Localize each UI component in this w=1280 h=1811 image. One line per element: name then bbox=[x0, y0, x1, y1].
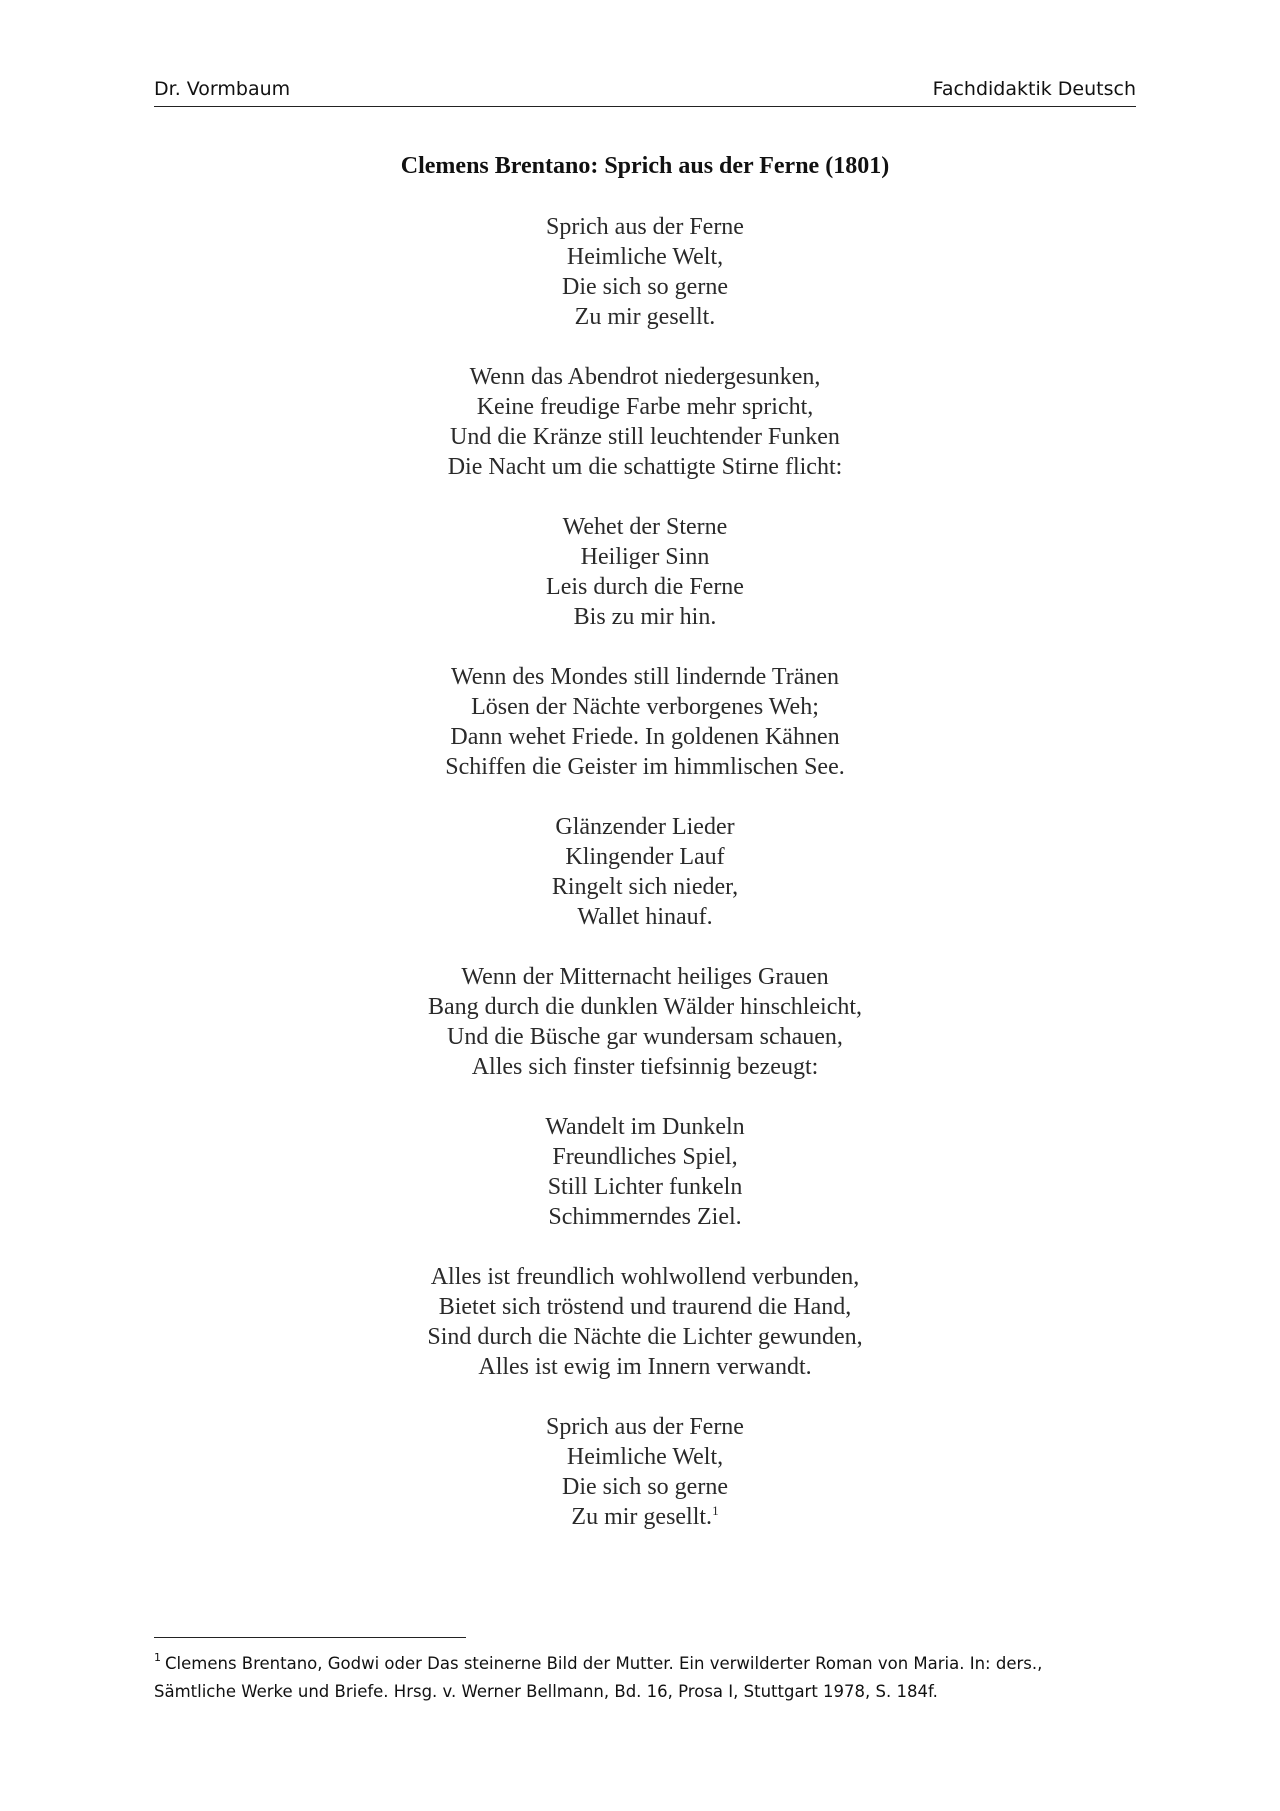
poem-line: Die sich so gerne bbox=[562, 1474, 728, 1500]
header-author: Dr. Vormbaum bbox=[154, 78, 291, 100]
poem-line: Wenn das Abendrot niedergesunken, bbox=[469, 364, 821, 390]
poem-line: Still Lichter funkeln bbox=[547, 1174, 743, 1200]
poem-line: Ringelt sich nieder, bbox=[551, 874, 739, 900]
poem-line-last bbox=[0, 1502, 1280, 1532]
poem-line: Alles ist freundlich wohlwollend verbunden, bbox=[430, 1264, 860, 1290]
poem-line: Wallet hinauf. bbox=[577, 904, 713, 930]
footnote-text-1: Clemens Brentano, Godwi oder Das steinerne Bild der Mutter. Ein verwilderter Roman von Maria. In: ders., bbox=[165, 1654, 1043, 1673]
poem-line: Die Nacht um die schattigte Stirne flicht: bbox=[447, 454, 843, 480]
stanza-6 bbox=[0, 962, 1280, 1082]
poem-title: Clemens Brentano: Sprich aus der Ferne (1801) bbox=[400, 153, 890, 179]
poem-line: Alles sich finster tiefsinnig bezeugt: bbox=[471, 1054, 819, 1080]
footnote bbox=[154, 1650, 1144, 1706]
stanza-4 bbox=[0, 662, 1280, 782]
poem-line-text: Zu mir gesellt. bbox=[571, 1504, 713, 1530]
poem-line: Heimliche Welt, bbox=[566, 244, 724, 270]
poem-line: Und die Büsche gar wundersam schauen, bbox=[447, 1024, 843, 1050]
poem-line: Und die Kränze still leuchtender Funken bbox=[450, 424, 840, 450]
poem-line: Lösen der Nächte verborgenes Weh; bbox=[471, 694, 819, 720]
poem-line: Bis zu mir hin. bbox=[573, 604, 717, 630]
stanza-5 bbox=[0, 812, 1280, 932]
footnote-line-2: Sämtliche Werke und Briefe. Hrsg. v. Werner Bellmann, Bd. 16, Prosa I, Stuttgart 1978, S. 184f. bbox=[154, 1682, 938, 1701]
poem-line: Schiffen die Geister im himmlischen See. bbox=[445, 754, 845, 780]
footnote-divider bbox=[154, 1637, 466, 1638]
poem-line: Bang durch die dunklen Wälder hinschleicht, bbox=[427, 994, 863, 1020]
poem-line: Glänzender Lieder bbox=[555, 814, 735, 840]
footnote-reference[interactable]: 1 bbox=[712, 1503, 719, 1518]
stanza-3 bbox=[0, 512, 1280, 632]
footnote-number: 1 bbox=[154, 1651, 161, 1664]
poem-line: Freundliches Spiel, bbox=[552, 1144, 738, 1170]
poem-line: Sind durch die Nächte die Lichter gewunden, bbox=[427, 1324, 863, 1350]
poem-line: Bietet sich tröstend und traurend die Hand, bbox=[438, 1294, 852, 1320]
poem-line: Dann wehet Friede. In goldenen Kähnen bbox=[450, 724, 840, 750]
poem-line: Wenn des Mondes still lindernde Tränen bbox=[450, 664, 840, 690]
stanza-2 bbox=[0, 362, 1280, 482]
poem-line: Sprich aus der Ferne bbox=[546, 1414, 744, 1440]
poem-line: Heimliche Welt, bbox=[566, 1444, 724, 1470]
poem-line: Heiliger Sinn bbox=[580, 544, 710, 570]
poem-line: Die sich so gerne bbox=[562, 274, 728, 300]
page-header bbox=[154, 76, 1136, 107]
poem-line: Klingender Lauf bbox=[565, 844, 725, 870]
poem-line: Keine freudige Farbe mehr spricht, bbox=[476, 394, 814, 420]
poem-line: Wehet der Sterne bbox=[562, 514, 728, 540]
poem-line: Wandelt im Dunkeln bbox=[545, 1114, 745, 1140]
stanza-9 bbox=[0, 1412, 1280, 1532]
poem-line: Leis durch die Ferne bbox=[546, 574, 744, 600]
stanza-8 bbox=[0, 1262, 1280, 1382]
poem-line: Sprich aus der Ferne bbox=[546, 214, 744, 240]
poem-line: Alles ist ewig im Innern verwandt. bbox=[478, 1354, 812, 1380]
poem-line: Wenn der Mitternacht heiliges Grauen bbox=[461, 964, 829, 990]
header-subject: Fachdidaktik Deutsch bbox=[932, 78, 1136, 100]
poem-line: Schimmerndes Ziel. bbox=[548, 1204, 742, 1230]
poem-line: Zu mir gesellt. bbox=[574, 304, 716, 330]
poem bbox=[0, 212, 1280, 1562]
stanza-7 bbox=[0, 1112, 1280, 1232]
stanza-1 bbox=[0, 212, 1280, 332]
footnote-line-1 bbox=[154, 1650, 1144, 1678]
